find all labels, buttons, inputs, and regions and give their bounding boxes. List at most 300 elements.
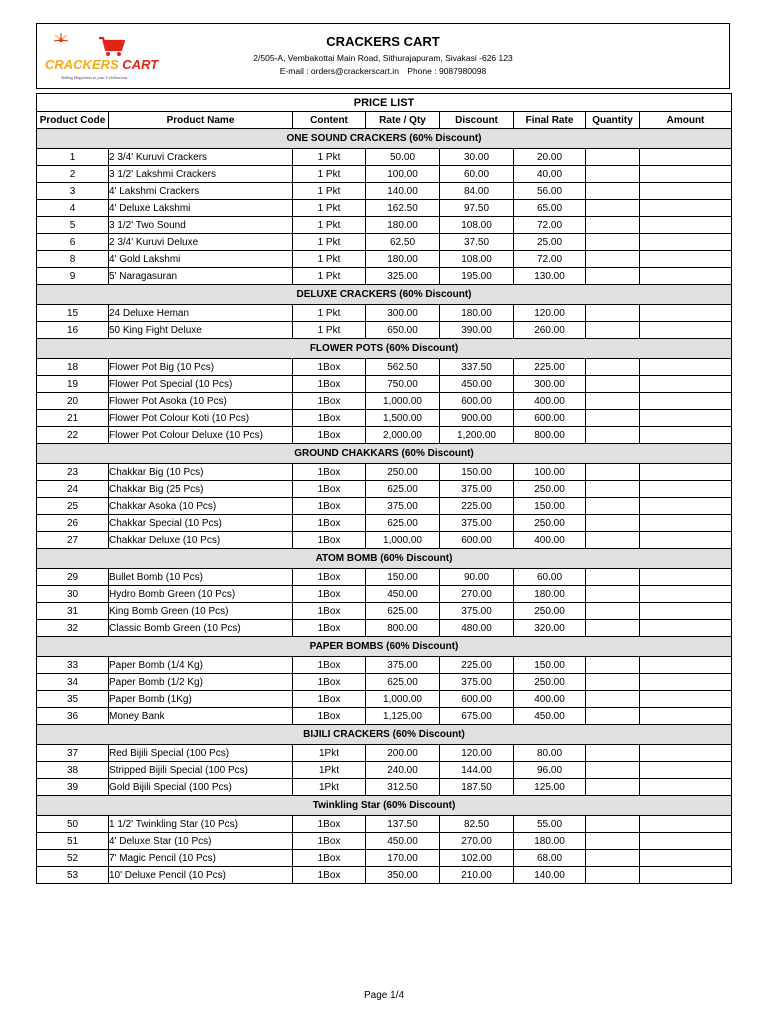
content-cell: 1Pkt [293,779,366,796]
final-rate-cell: 150.00 [514,657,586,674]
table-row [37,586,732,603]
product-code-cell: 20 [37,393,109,410]
product-name-cell: Paper Bomb (1/4 Kg) [109,657,293,674]
table-row [37,850,732,867]
product-name-cell: Chakkar Big (10 Pcs) [109,464,293,481]
price-list-title-row [37,94,732,112]
rate-cell: 180.00 [366,217,440,234]
product-code-cell: 29 [37,569,109,586]
quantity-input-cell[interactable] [586,657,640,674]
quantity-input-cell[interactable] [586,762,640,779]
table-row [37,166,732,183]
discount-cell: 37.50 [440,234,514,251]
final-rate-cell: 130.00 [514,268,586,285]
section-title: Twinkling Star (60% Discount) [37,796,732,816]
product-name-cell: 50 King Fight Deluxe [109,322,293,339]
product-name-cell: Flower Pot Colour Koti (10 Pcs) [109,410,293,427]
amount-cell [640,427,732,444]
content-cell: 1Box [293,410,366,427]
column-header-discount: Discount [440,112,514,129]
quantity-input-cell[interactable] [586,410,640,427]
rate-cell: 350.00 [366,867,440,884]
table-row [37,268,732,285]
content-cell: 1Box [293,515,366,532]
discount-cell: 900.00 [440,410,514,427]
product-name-cell: Gold Bijili Special (100 Pcs) [109,779,293,796]
rate-cell: 375.00 [366,657,440,674]
product-code-cell: 27 [37,532,109,549]
table-row [37,427,732,444]
product-code-cell: 9 [37,268,109,285]
quantity-input-cell[interactable] [586,691,640,708]
table-row [37,620,732,637]
final-rate-cell: 400.00 [514,532,586,549]
page-number: Page 1/4 [363,990,405,1001]
content-cell: 1 Pkt [293,149,366,166]
rate-cell: 625.00 [366,603,440,620]
final-rate-cell: 320.00 [514,620,586,637]
rate-cell: 312.50 [366,779,440,796]
quantity-input-cell[interactable] [586,620,640,637]
table-row [37,833,732,850]
quantity-input-cell[interactable] [586,816,640,833]
final-rate-cell: 800.00 [514,427,586,444]
content-cell: 1Box [293,691,366,708]
final-rate-cell: 100.00 [514,464,586,481]
product-code-cell: 31 [37,603,109,620]
product-name-cell: 24 Deluxe Heman [109,305,293,322]
rate-cell: 325.00 [366,268,440,285]
product-code-cell: 19 [37,376,109,393]
table-row [37,816,732,833]
product-code-cell: 15 [37,305,109,322]
discount-cell: 180.00 [440,305,514,322]
table-row [37,745,732,762]
amount-cell [640,779,732,796]
final-rate-cell: 60.00 [514,569,586,586]
content-cell: 1Box [293,359,366,376]
product-name-cell: 7' Magic Pencil (10 Pcs) [109,850,293,867]
section-header-row [37,549,732,569]
discount-cell: 210.00 [440,867,514,884]
product-name-cell: Money Bank [109,708,293,725]
amount-cell [640,359,732,376]
rate-cell: 625.00 [366,674,440,691]
quantity-input-cell[interactable] [586,200,640,217]
quantity-input-cell[interactable] [586,322,640,339]
quantity-input-cell[interactable] [586,850,640,867]
content-cell: 1Box [293,481,366,498]
discount-cell: 1,200.00 [440,427,514,444]
table-row [37,359,732,376]
final-rate-cell: 400.00 [514,691,586,708]
rate-cell: 625.00 [366,481,440,498]
quantity-input-cell[interactable] [586,183,640,200]
content-cell: 1 Pkt [293,251,366,268]
column-header-quantity: Quantity [586,112,640,129]
table-row [37,779,732,796]
table-row [37,603,732,620]
quantity-input-cell[interactable] [586,603,640,620]
rate-cell: 750.00 [366,376,440,393]
content-cell: 1Box [293,498,366,515]
column-header-content: Content [293,112,366,129]
quantity-input-cell[interactable] [586,498,640,515]
discount-cell: 150.00 [440,464,514,481]
discount-cell: 102.00 [440,850,514,867]
table-header-row [37,112,732,129]
product-name-cell: Bullet Bomb (10 Pcs) [109,569,293,586]
amount-cell [640,708,732,725]
product-name-cell: Flower Pot Asoka (10 Pcs) [109,393,293,410]
quantity-input-cell[interactable] [586,376,640,393]
rate-cell: 50.00 [366,149,440,166]
column-header-rate: Rate / Qty [366,112,440,129]
column-header-amount: Amount [640,112,732,129]
rate-cell: 200.00 [366,745,440,762]
product-name-cell: Chakkar Deluxe (10 Pcs) [109,532,293,549]
table-row [37,515,732,532]
rate-cell: 240.00 [366,762,440,779]
amount-cell [640,674,732,691]
quantity-input-cell[interactable] [586,481,640,498]
content-cell: 1Box [293,569,366,586]
amount-cell [640,393,732,410]
content-cell: 1 Pkt [293,183,366,200]
product-code-cell: 39 [37,779,109,796]
price-list-title: PRICE LIST [37,94,732,112]
discount-cell: 337.50 [440,359,514,376]
product-code-cell: 8 [37,251,109,268]
final-rate-cell: 600.00 [514,410,586,427]
amount-cell [640,464,732,481]
product-name-cell: Stripped Bijili Special (100 Pcs) [109,762,293,779]
amount-cell [640,322,732,339]
final-rate-cell: 80.00 [514,745,586,762]
product-name-cell: Classic Bomb Green (10 Pcs) [109,620,293,637]
product-name-cell: Paper Bomb (1Kg) [109,691,293,708]
section-header-row [37,444,732,464]
quantity-input-cell[interactable] [586,708,640,725]
discount-cell: 84.00 [440,183,514,200]
table-row [37,657,732,674]
product-name-cell: 4' Gold Lakshmi [109,251,293,268]
amount-cell [640,410,732,427]
quantity-input-cell[interactable] [586,867,640,884]
product-code-cell: 18 [37,359,109,376]
discount-cell: 60.00 [440,166,514,183]
product-code-cell: 24 [37,481,109,498]
amount-cell [640,481,732,498]
table-row [37,305,732,322]
rate-cell: 180.00 [366,251,440,268]
product-code-cell: 38 [37,762,109,779]
quantity-input-cell[interactable] [586,251,640,268]
content-cell: 1 Pkt [293,305,366,322]
table-row [37,376,732,393]
product-code-cell: 37 [37,745,109,762]
company-address: 2/505-A, Vembakottai Main Road, Sithurajapuram, Sivakasi -626 123 [253,53,513,63]
table-row [37,217,732,234]
amount-cell [640,149,732,166]
content-cell: 1 Pkt [293,234,366,251]
rate-cell: 250.00 [366,464,440,481]
discount-cell: 600.00 [440,691,514,708]
content-cell: 1 Pkt [293,166,366,183]
table-row [37,410,732,427]
discount-cell: 675.00 [440,708,514,725]
rate-cell: 800.00 [366,620,440,637]
product-code-cell: 30 [37,586,109,603]
section-title: BIJILI CRACKERS (60% Discount) [37,725,732,745]
discount-cell: 270.00 [440,833,514,850]
content-cell: 1 Pkt [293,268,366,285]
amount-cell [640,745,732,762]
table-row [37,867,732,884]
discount-cell: 108.00 [440,217,514,234]
content-cell: 1Box [293,376,366,393]
amount-cell [640,603,732,620]
section-header-row [37,285,732,305]
amount-cell [640,762,732,779]
discount-cell: 108.00 [440,251,514,268]
quantity-input-cell[interactable] [586,569,640,586]
table-row [37,464,732,481]
content-cell: 1Box [293,850,366,867]
quantity-input-cell[interactable] [586,268,640,285]
final-rate-cell: 260.00 [514,322,586,339]
section-title: DELUXE CRACKERS (60% Discount) [37,285,732,305]
quantity-input-cell[interactable] [586,217,640,234]
quantity-input-cell[interactable] [586,149,640,166]
rate-cell: 562.50 [366,359,440,376]
product-code-cell: 22 [37,427,109,444]
product-code-cell: 53 [37,867,109,884]
product-code-cell: 25 [37,498,109,515]
content-cell: 1Box [293,464,366,481]
quantity-input-cell[interactable] [586,359,640,376]
company-header [36,23,730,89]
amount-cell [640,850,732,867]
table-row [37,234,732,251]
final-rate-cell: 250.00 [514,515,586,532]
content-cell: 1Box [293,427,366,444]
content-cell: 1Box [293,603,366,620]
final-rate-cell: 125.00 [514,779,586,796]
product-name-cell: 3 1/2' Lakshmi Crackers [109,166,293,183]
table-row [37,762,732,779]
table-row [37,200,732,217]
table-row [37,691,732,708]
quantity-input-cell[interactable] [586,833,640,850]
product-code-cell: 4 [37,200,109,217]
content-cell: 1Pkt [293,745,366,762]
product-name-cell: 4' Deluxe Star (10 Pcs) [109,833,293,850]
product-code-cell: 2 [37,166,109,183]
quantity-input-cell[interactable] [586,427,640,444]
content-cell: 1Box [293,393,366,410]
rate-cell: 140.00 [366,183,440,200]
discount-cell: 225.00 [440,498,514,515]
final-rate-cell: 300.00 [514,376,586,393]
rate-cell: 2,000.00 [366,427,440,444]
final-rate-cell: 450.00 [514,708,586,725]
amount-cell [640,620,732,637]
rate-cell: 300.00 [366,305,440,322]
rate-cell: 625.00 [366,515,440,532]
rate-cell: 1,500.00 [366,410,440,427]
rate-cell: 62.50 [366,234,440,251]
content-cell: 1 Pkt [293,217,366,234]
table-row [37,149,732,166]
logo-wordmark: CRACKERS CART [45,57,159,72]
rate-cell: 1,000.00 [366,393,440,410]
section-header-row [37,796,732,816]
rate-cell: 170.00 [366,850,440,867]
quantity-input-cell[interactable] [586,532,640,549]
quantity-input-cell[interactable] [586,305,640,322]
product-code-cell: 36 [37,708,109,725]
discount-cell: 450.00 [440,376,514,393]
amount-cell [640,268,732,285]
column-header-product-code: Product Code [37,112,109,129]
section-title: ONE SOUND CRACKERS (60% Discount) [37,129,732,149]
final-rate-cell: 180.00 [514,833,586,850]
discount-cell: 270.00 [440,586,514,603]
amount-cell [640,657,732,674]
discount-cell: 375.00 [440,481,514,498]
product-name-cell: Flower Pot Colour Deluxe (10 Pcs) [109,427,293,444]
content-cell: 1Box [293,816,366,833]
quantity-input-cell[interactable] [586,674,640,691]
final-rate-cell: 250.00 [514,603,586,620]
quantity-input-cell[interactable] [586,779,640,796]
table-row [37,393,732,410]
product-code-cell: 34 [37,674,109,691]
price-list-body [37,129,732,884]
product-code-cell: 23 [37,464,109,481]
product-name-cell: 4' Lakshmi Crackers [109,183,293,200]
quantity-input-cell[interactable] [586,234,640,251]
table-row [37,251,732,268]
product-name-cell: 2 3/4' Kuruvi Crackers [109,149,293,166]
quantity-input-cell[interactable] [586,586,640,603]
product-name-cell: Paper Bomb (1/2 Kg) [109,674,293,691]
product-code-cell: 33 [37,657,109,674]
final-rate-cell: 56.00 [514,183,586,200]
section-title: FLOWER POTS (60% Discount) [37,339,732,359]
company-email: E-mail : orders@crackerscart.in [279,66,399,76]
product-code-cell: 50 [37,816,109,833]
product-name-cell: Chakkar Big (25 Pcs) [109,481,293,498]
price-list-table [36,93,732,884]
content-cell: 1Box [293,657,366,674]
content-cell: 1Box [293,674,366,691]
quantity-input-cell[interactable] [586,464,640,481]
final-rate-cell: 72.00 [514,217,586,234]
amount-cell [640,217,732,234]
quantity-input-cell[interactable] [586,515,640,532]
final-rate-cell: 25.00 [514,234,586,251]
amount-cell [640,376,732,393]
product-code-cell: 3 [37,183,109,200]
content-cell: 1Box [293,586,366,603]
table-row [37,183,732,200]
discount-cell: 195.00 [440,268,514,285]
discount-cell: 375.00 [440,674,514,691]
rate-cell: 650.00 [366,322,440,339]
amount-cell [640,691,732,708]
amount-cell [640,816,732,833]
amount-cell [640,200,732,217]
final-rate-cell: 72.00 [514,251,586,268]
rate-cell: 1,000.00 [366,532,440,549]
amount-cell [640,569,732,586]
product-name-cell: 2 3/4' Kuruvi Deluxe [109,234,293,251]
discount-cell: 90.00 [440,569,514,586]
final-rate-cell: 120.00 [514,305,586,322]
section-title: PAPER BOMBS (60% Discount) [37,637,732,657]
product-code-cell: 26 [37,515,109,532]
product-code-cell: 6 [37,234,109,251]
content-cell: 1 Pkt [293,200,366,217]
final-rate-cell: 150.00 [514,498,586,515]
table-row [37,569,732,586]
discount-cell: 390.00 [440,322,514,339]
content-cell: 1 Pkt [293,322,366,339]
section-header-row [37,339,732,359]
table-row [37,708,732,725]
amount-cell [640,183,732,200]
quantity-input-cell[interactable] [586,393,640,410]
amount-cell [640,305,732,322]
amount-cell [640,234,732,251]
table-row [37,498,732,515]
final-rate-cell: 65.00 [514,200,586,217]
quantity-input-cell[interactable] [586,166,640,183]
final-rate-cell: 40.00 [514,166,586,183]
final-rate-cell: 68.00 [514,850,586,867]
amount-cell [640,498,732,515]
final-rate-cell: 225.00 [514,359,586,376]
rate-cell: 137.50 [366,816,440,833]
product-code-cell: 21 [37,410,109,427]
content-cell: 1Box [293,708,366,725]
discount-cell: 225.00 [440,657,514,674]
content-cell: 1Box [293,532,366,549]
discount-cell: 375.00 [440,515,514,532]
final-rate-cell: 180.00 [514,586,586,603]
discount-cell: 30.00 [440,149,514,166]
content-cell: 1Box [293,867,366,884]
rate-cell: 162.50 [366,200,440,217]
product-name-cell: 5' Naragasuran [109,268,293,285]
section-header-row [37,129,732,149]
product-code-cell: 5 [37,217,109,234]
product-name-cell: 1 1/2' Twinkling Star (10 Pcs) [109,816,293,833]
column-header-product-name: Product Name [109,112,293,129]
final-rate-cell: 55.00 [514,816,586,833]
table-row [37,674,732,691]
rate-cell: 1,000.00 [366,691,440,708]
product-code-cell: 1 [37,149,109,166]
final-rate-cell: 96.00 [514,762,586,779]
final-rate-cell: 140.00 [514,867,586,884]
amount-cell [640,251,732,268]
content-cell: 1Box [293,620,366,637]
discount-cell: 600.00 [440,393,514,410]
quantity-input-cell[interactable] [586,745,640,762]
